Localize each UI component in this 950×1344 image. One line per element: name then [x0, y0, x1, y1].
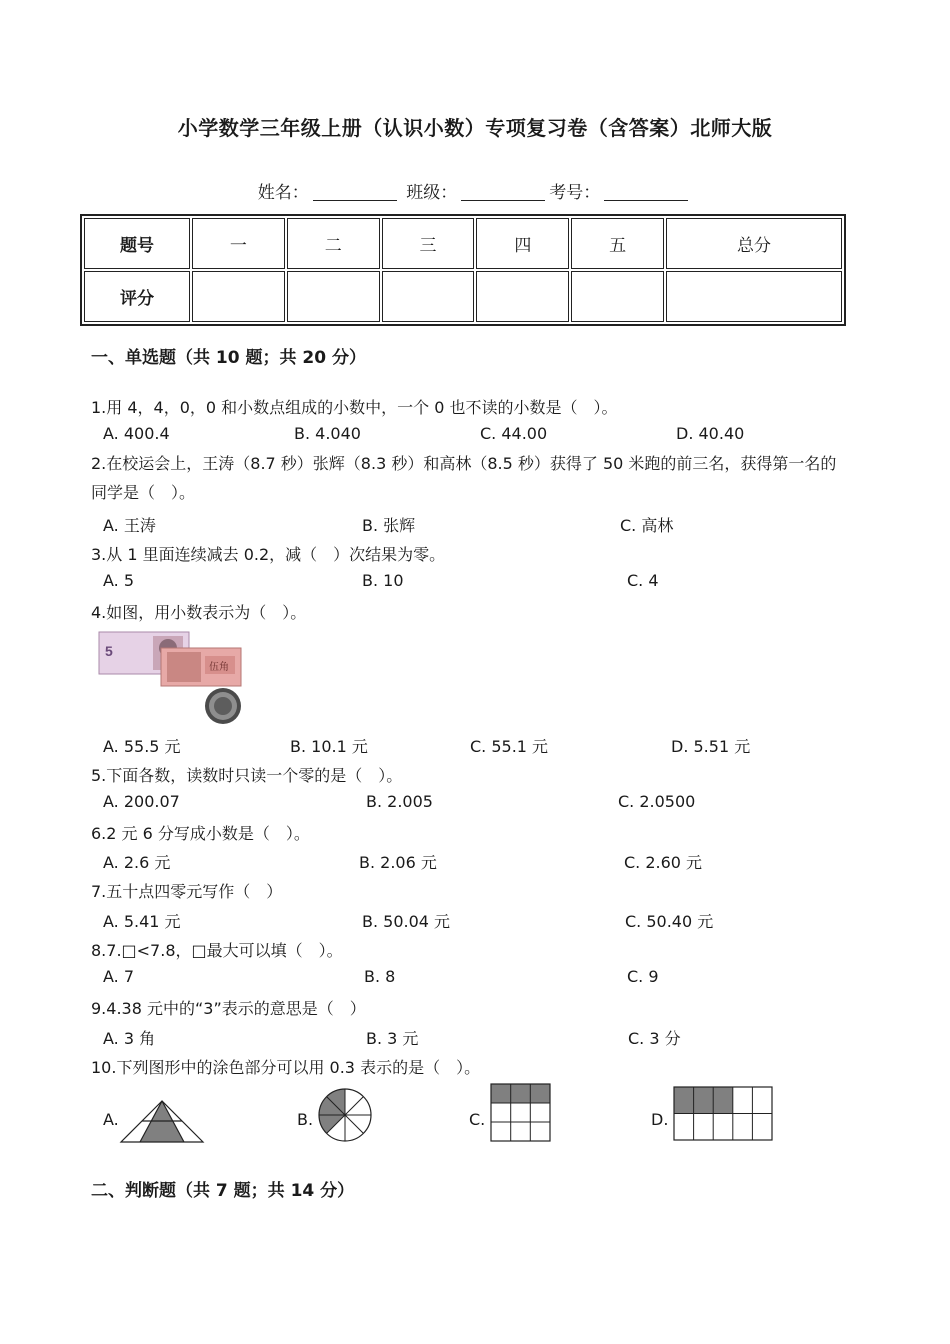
grid-shaded-cells — [674, 1087, 733, 1114]
q5-option-c[interactable]: C. 2.0500 — [618, 792, 696, 811]
five-jiao-denomination: 伍角 — [209, 662, 229, 673]
figure-a-triangle — [120, 1100, 204, 1144]
question-1: 1.用 4，4，0，0 和小数点组成的小数中，一个 0 也不读的小数是（ ）。 — [91, 398, 618, 417]
question-10: 10.下列图形中的涂色部分可以用 0.3 表示的是（ ）。 — [91, 1058, 481, 1077]
exam-blank[interactable] — [604, 184, 688, 201]
figure-d-grid — [673, 1086, 773, 1142]
score-row-label: 评分 — [84, 271, 190, 322]
score-cell[interactable] — [666, 271, 842, 322]
q2-option-c[interactable]: C. 高林 — [620, 516, 674, 535]
q1-option-d[interactable]: D. 40.40 — [676, 424, 745, 443]
score-header-cell: 五 — [571, 218, 664, 269]
q3-option-b[interactable]: B. 10 — [362, 571, 404, 590]
q6-option-b[interactable]: B. 2.06 元 — [359, 853, 437, 872]
class-blank[interactable] — [461, 184, 545, 201]
q6-option-a[interactable]: A. 2.6 元 — [103, 853, 171, 872]
figure-c-grid — [490, 1083, 552, 1143]
score-header-cell: 四 — [476, 218, 569, 269]
score-cell[interactable] — [571, 271, 664, 322]
q4-option-c[interactable]: C. 55.1 元 — [470, 737, 549, 756]
one-fen-coin — [205, 688, 241, 724]
q1-option-a[interactable]: A. 400.4 — [103, 424, 170, 443]
page-title: 小学数学三年级上册（认识小数）专项复习卷（含答案）北师大版 — [177, 116, 773, 140]
score-header-cell: 题号 — [84, 218, 190, 269]
q3-option-a[interactable]: A. 5 — [103, 571, 135, 590]
q4-option-d[interactable]: D. 5.51 元 — [671, 737, 751, 756]
q2-option-a[interactable]: A. 王涛 — [103, 516, 156, 535]
question-3: 3.从 1 里面连续减去 0.2，减（ ）次结果为零。 — [91, 545, 446, 564]
name-blank[interactable] — [313, 184, 397, 201]
question-5: 5.下面各数，读数时只读一个零的是（ ）。 — [91, 766, 403, 785]
q5-option-a[interactable]: A. 200.07 — [103, 792, 180, 811]
q10-option-a[interactable]: A. — [103, 1110, 119, 1129]
exam-label: 考号： — [549, 183, 601, 203]
name-label: 姓名： — [257, 183, 309, 203]
question-6: 6.2 元 6 分写成小数是（ ）。 — [91, 824, 310, 843]
q8-option-c[interactable]: C. 9 — [627, 967, 659, 986]
score-header-cell: 总分 — [666, 218, 842, 269]
q7-option-a[interactable]: A. 5.41 元 — [103, 912, 181, 931]
q1-option-c[interactable]: C. 44.00 — [480, 424, 548, 443]
score-table — [80, 214, 846, 326]
question-8: 8.7.□<7.8，□最大可以填（ ）。 — [91, 941, 343, 960]
section-heading-1: 一、单选题（共 10 题；共 20 分） — [91, 348, 366, 368]
q7-option-c[interactable]: C. 50.40 元 — [625, 912, 714, 931]
q3-option-c[interactable]: C. 4 — [627, 571, 659, 590]
five-jiao-note — [161, 648, 241, 686]
q4-option-b[interactable]: B. 10.1 元 — [290, 737, 368, 756]
five-yuan-denomination: 5 — [105, 643, 113, 659]
score-header-row — [84, 218, 842, 269]
q7-option-b[interactable]: B. 50.04 元 — [362, 912, 451, 931]
question-4: 4.如图，用小数表示为（ ）。 — [91, 603, 307, 622]
q10-option-c[interactable]: C. — [469, 1110, 486, 1129]
money-figure — [97, 630, 247, 726]
q9-option-a[interactable]: A. 3 角 — [103, 1029, 156, 1048]
q9-option-b[interactable]: B. 3 元 — [366, 1029, 419, 1048]
q6-option-c[interactable]: C. 2.60 元 — [624, 853, 703, 872]
question-7: 7.五十点四零元写作（ ） — [91, 882, 283, 901]
score-cell[interactable] — [287, 271, 380, 322]
score-cell[interactable] — [192, 271, 285, 322]
q10-option-d[interactable]: D. — [651, 1110, 669, 1129]
score-cell[interactable] — [382, 271, 475, 322]
circle-shaded-part — [319, 1115, 345, 1133]
student-info — [0, 178, 950, 203]
score-value-row — [84, 271, 842, 322]
question-9: 9.4.38 元中的“3”表示的意思是（ ） — [91, 999, 366, 1018]
grid-shaded-row — [491, 1084, 550, 1103]
q2-option-b[interactable]: B. 张辉 — [362, 516, 416, 535]
q1-option-b[interactable]: B. 4.040 — [294, 424, 361, 443]
q8-option-a[interactable]: A. 7 — [103, 967, 135, 986]
score-header-cell: 二 — [287, 218, 380, 269]
q5-option-b[interactable]: B. 2.005 — [366, 792, 433, 811]
score-cell[interactable] — [476, 271, 569, 322]
section-heading-2: 二、判断题（共 7 题；共 14 分） — [91, 1181, 355, 1201]
score-header-cell: 一 — [192, 218, 285, 269]
question-2: 2.在校运会上，王涛（8.7 秒）张辉（8.3 秒）和高林（8.5 秒）获得了 50 米跑的前三名，获得第一名的同学是（ ）。 — [91, 454, 837, 502]
q4-option-a[interactable]: A. 55.5 元 — [103, 737, 181, 756]
q10-option-b[interactable]: B. — [297, 1110, 314, 1129]
score-header-cell: 三 — [382, 218, 475, 269]
q8-option-b[interactable]: B. 8 — [364, 967, 396, 986]
q9-option-c[interactable]: C. 3 分 — [628, 1029, 681, 1048]
class-label: 班级： — [406, 183, 458, 203]
figure-b-circle — [318, 1088, 374, 1144]
